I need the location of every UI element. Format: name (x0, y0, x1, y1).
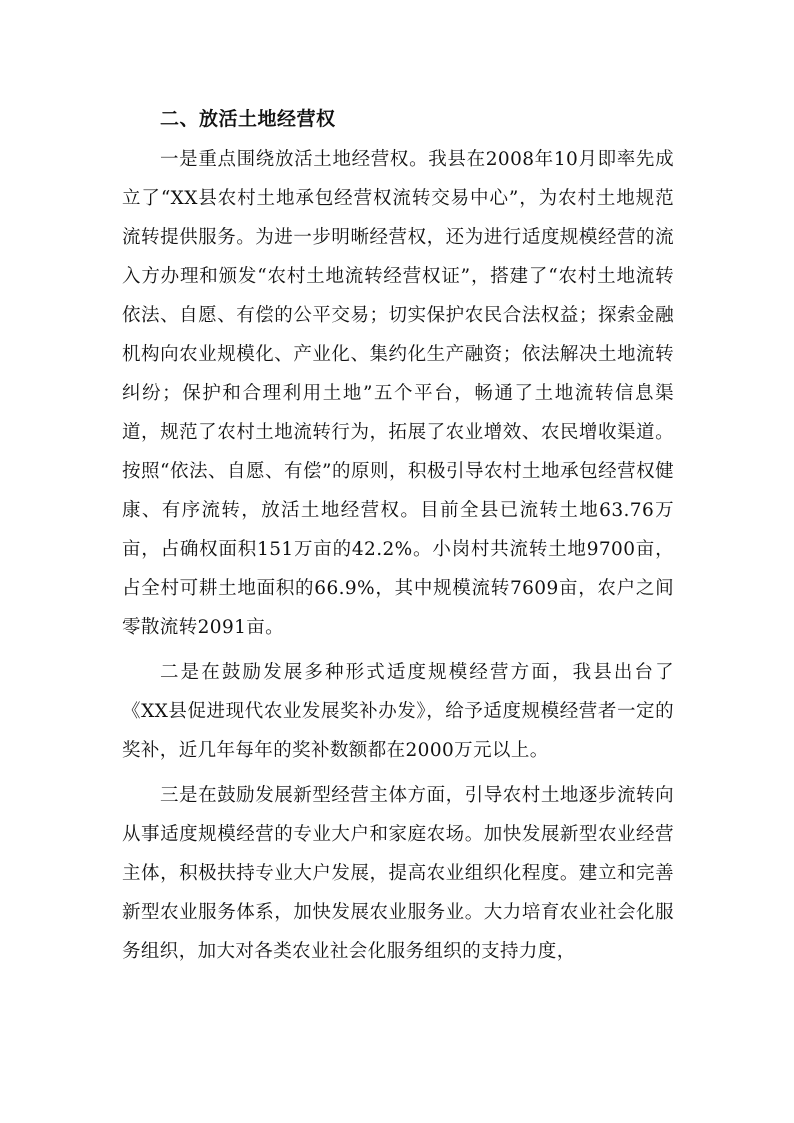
paragraph-2: 二是在鼓励发展多种形式适度规模经营方面，我县出台了《XX县促进现代农业发展奖补办发》，给予适度规模经营者一定的奖补，近几年每年的奖补数额都在2000万元以上。 (122, 662, 674, 761)
document-body (122, 100, 674, 977)
paragraph-3: 三是在鼓励发展新型经营主体方面，引导农村土地逐步流转向从事适度规模经营的专业大户和家庭农场。加快发展新型农业经营主体，积极扶持专业大户发展，提高农业组织化程度。建立和完善新型农业服务体系，加快发展农业服务业。大力培育农业社会化服务组织，加大对各类农业社会化服务组织的支持力度， (122, 785, 674, 962)
section-heading: 二、放活土地经营权 (160, 108, 336, 130)
paragraph-1: 一是重点围绕放活土地经营权。我县在2008年10月即率先成立了“XX县农村土地承包经营权流转交易中心”，为农村土地规范流转提供服务。为进一步明晰经营权，还为进行适度规模经营的流入方办理和颁发“农村土地流转经营权证”，搭建了“农村土地流转依法、自愿、有偿的公平交易；切实保护农民合法权益；探索金融机构向农业规模化、产业化、集约化生产融资；依法解决土地流转纠纷；保护和合理利用土地”五个平台，畅通了土地流转信息渠道，规范了农村土地流转行为，拓展了农业增效、农民增收渠道。按照“依法、自愿、有偿”的原则，积极引导农村土地承包经营权健康、有序流转，放活土地经营权。目前全县已流转土地63.76万亩，占确权面积151万亩的42.2%。小岗村共流转土地9700亩，占全村可耕土地面积的66.9%，其中规模流转7609亩，农户之间零散流转2091亩。 (122, 149, 674, 638)
